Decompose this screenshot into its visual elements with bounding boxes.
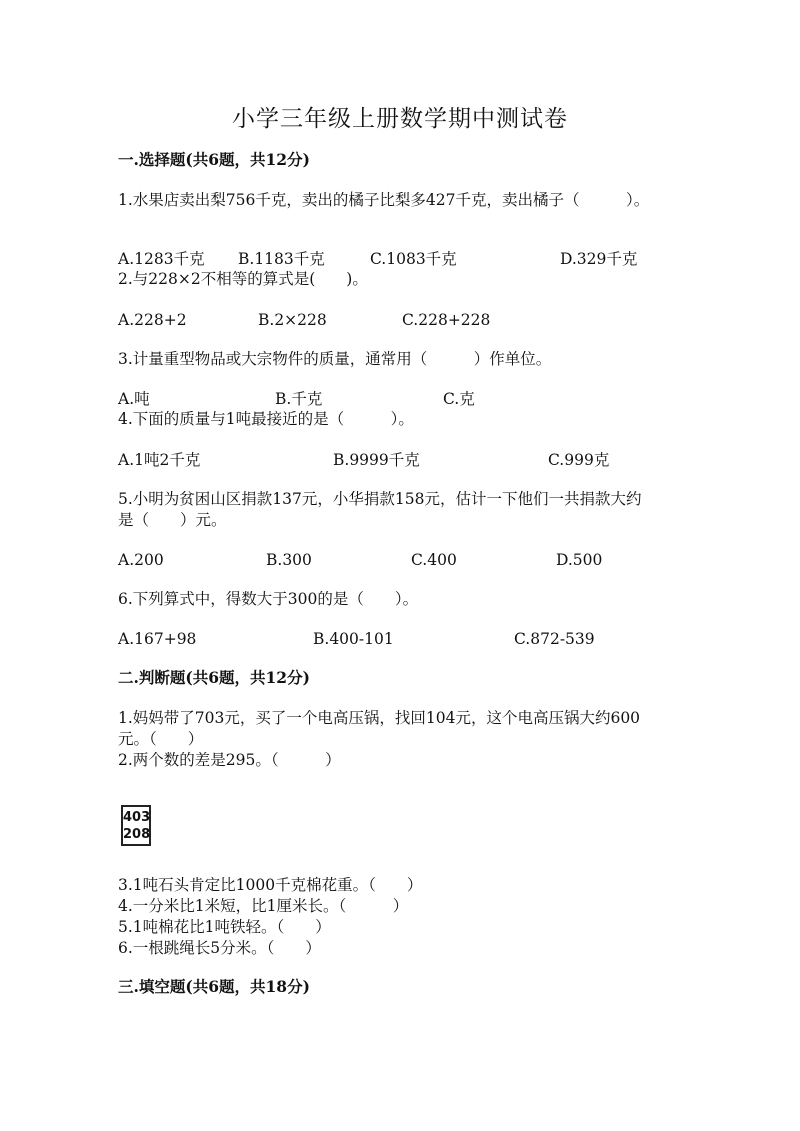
option-6b: B.400-101 <box>313 630 394 648</box>
judgement-2: 2.两个数的差是295。（ ） <box>118 751 341 769</box>
option-5b: B.300 <box>266 551 312 569</box>
figure-number-top: 403 <box>123 810 151 825</box>
option-6a: A.167+98 <box>118 630 197 648</box>
judgement-5: 5.1吨棉花比1吨铁轻。（ ） <box>118 918 331 936</box>
option-2c: C.228+228 <box>402 311 491 329</box>
question-4: 4.下面的质量与1吨最接近的是（ ）。 <box>118 410 414 428</box>
option-3b: B.千克 <box>275 390 323 408</box>
option-5c: C.400 <box>411 551 457 569</box>
judgement-6: 6.一根跳绳长5分米。（ ） <box>118 939 321 957</box>
option-4a: A.1吨2千克 <box>118 451 201 469</box>
figure-number-bottom: 208 <box>123 827 151 842</box>
question-2: 2.与228×2不相等的算式是( )。 <box>118 270 368 288</box>
question-3: 3.计量重型物品或大宗物件的质量，通常用（ ）作单位。 <box>118 350 552 368</box>
option-1c: C.1083千克 <box>370 250 457 268</box>
option-3a: A.吨 <box>118 390 150 408</box>
judgement-3: 3.1吨石头肯定比1000千克棉花重。（ ） <box>118 876 423 894</box>
section-heading-fill-in: 三.填空题(共6题，共18分) <box>118 977 310 996</box>
option-1a: A.1283千克 <box>118 250 205 268</box>
option-5d: D.500 <box>556 551 603 569</box>
question-5-line-1: 5.小明为贫困山区捐款137元，小华捐款158元，估计一下他们一共捐款大约 <box>118 490 642 508</box>
question-6: 6.下列算式中，得数大于300的是（ ）。 <box>118 590 419 608</box>
option-6c: C.872-539 <box>514 630 595 648</box>
subtraction-figure <box>121 805 151 846</box>
option-4b: B.9999千克 <box>333 451 420 469</box>
judgement-1-line-1: 1.妈妈带了703元，买了一个电高压锅，找回104元，这个电高压锅大约600 <box>118 709 641 727</box>
option-2b: B.2×228 <box>258 311 327 329</box>
option-2a: A.228+2 <box>118 311 187 329</box>
option-5a: A.200 <box>118 551 164 569</box>
question-5-line-2: 是（ ）元。 <box>118 511 227 529</box>
section-heading-judgement: 二.判断题(共6题，共12分) <box>118 668 310 687</box>
question-1: 1.水果店卖出梨756千克，卖出的橘子比梨多427千克，卖出橘子（ ）。 <box>118 191 650 209</box>
judgement-4: 4.一分米比1米短，比1厘米长。（ ） <box>118 897 409 915</box>
section-heading-choice: 一.选择题(共6题，共12分) <box>118 150 310 169</box>
option-1b: B.1183千克 <box>238 250 325 268</box>
option-3c: C.克 <box>443 390 475 408</box>
option-4c: C.999克 <box>548 451 610 469</box>
option-1d: D.329千克 <box>560 250 638 268</box>
judgement-1-line-2: 元。（ ） <box>118 730 204 748</box>
page-title: 小学三年级上册数学期中测试卷 <box>232 106 568 132</box>
